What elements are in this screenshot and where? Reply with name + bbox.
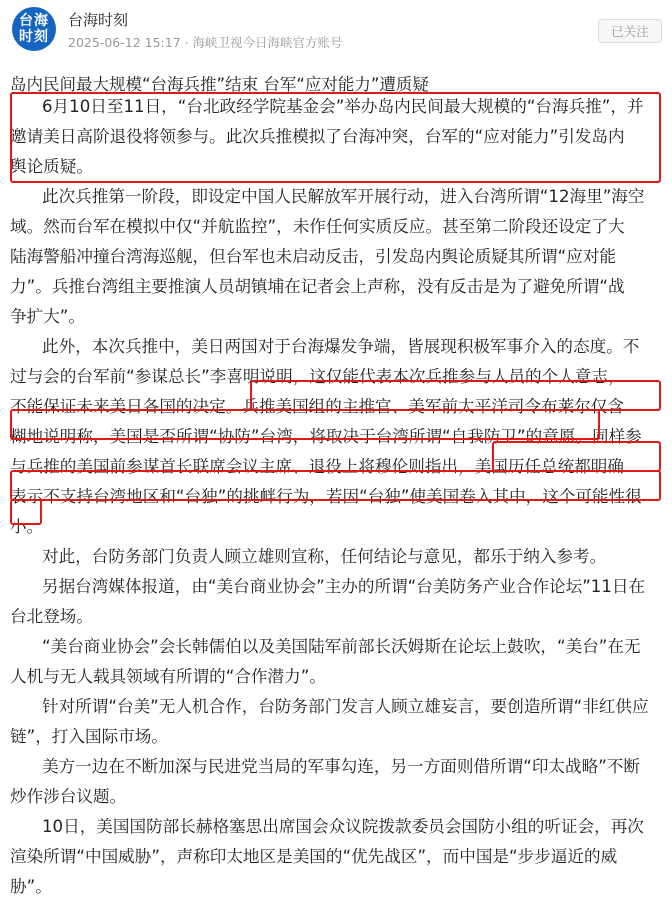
article-line: 胁”。 (10, 877, 52, 896)
article-line: 渲染所谓“中国威胁”，声称印太地区是美国的“优先战区”，而中国是“步步逼近的威 (10, 847, 618, 866)
article-line: 针对所谓“台美”无人机合作，台防务部门发言人顾立雄妄言，要创造所谓“非红供应 (42, 697, 649, 716)
article-line: “美台商业协会”会长韩儒伯以及美国陆军前部长沃姆斯在论坛上鼓吹，“美台”在无 (42, 637, 641, 656)
article-line: 6月10日至11日，“台北政经学院基金会”举办岛内民间最大规模的“台海兵推”，并 (42, 97, 644, 116)
account-name[interactable]: 台海时刻 (68, 11, 129, 29)
article-line: 人机与无人载具领域有所谓的“合作潜力”。 (10, 667, 326, 686)
article-line: 不能保证未来美日各国的决定。兵推美国组的主推官、美军前太平洋司令布莱尔仅含 (10, 397, 624, 416)
article-line: 舆论质疑。 (10, 157, 93, 176)
article-line: 10日，美国国防部长赫格塞思出席国会众议院拨款委员会国防小组的听证会，再次 (42, 817, 644, 836)
article-line: 域。然而台军在模拟中仅“并航监控”，未作任何实质反应。甚至第二阶段还设定了大 (10, 217, 625, 236)
follow-button[interactable]: 已关注 (598, 19, 662, 43)
avatar-text-top: 台海 (19, 13, 49, 29)
avatar-text-bottom: 时刻 (19, 29, 49, 45)
post-meta: 2025-06-12 15:17 · 海峡卫视今日海峡官方账号 (68, 35, 343, 50)
article-line: 此外，本次兵推中，美日两国对于台海爆发争端，皆展现积极军事介入的态度。不 (42, 337, 640, 356)
avatar[interactable] (12, 7, 56, 51)
article-line: 对此，台防务部门负责人顾立雄则宣称，任何结论与意见，都乐于纳入参考。 (42, 547, 607, 566)
article-line: 小。 (10, 517, 44, 536)
article-body (10, 92, 662, 902)
article-line: 与兵推的美国前参谋首长联席会议主席、退役上将穆伦则指出，美国历任总统都明确 (10, 457, 624, 476)
article-line: 糊地说明称，美国是否所谓“协防”台湾，将取决于台湾所谓“自我防卫”的意愿。同样参 (10, 427, 642, 446)
article-line: 此次兵推第一阶段，即设定中国人民解放军开展行动，进入台湾所谓“12海里”海空 (42, 187, 645, 206)
post-header (0, 0, 672, 62)
article-line: 争扩大”。 (10, 307, 85, 326)
article-line: 炒作涉台议题。 (10, 787, 127, 806)
article-line: 陆海警船冲撞台湾海巡舰，但台军也未启动反击，引发岛内舆论质疑其所谓“应对能 (10, 247, 616, 266)
article-line: 美方一边在不断加深与民进党当局的军事勾连，另一方面则借所谓“印太战略”不断 (42, 757, 640, 776)
article-line: 另据台湾媒体报道，由“美台商业协会”主办的所谓“台美防务产业合作论坛”11日在 (42, 577, 646, 596)
article-line: 台北登场。 (10, 607, 93, 626)
article-line: 表示不支持台湾地区和“台独”的挑衅行为，若因“台独”使美国卷入其中，这个可能性很 (10, 487, 642, 506)
article-title: 岛内民间最大规模“台海兵推”结束 台军“应对能力”遭质疑 (10, 75, 429, 94)
article-line: 过与会的台军前“参谋总长”李喜明说明，这仅能代表本次兵推参与人员的个人意志， (10, 367, 625, 386)
article-line: 力”。兵推台湾组主要推演人员胡镇埔在记者会上声称，没有反击是为了避免所谓“战 (10, 277, 625, 296)
article-line: 邀请美日高阶退役将领参与。此次兵推模拟了台海冲突，台军的“应对能力”引发岛内 (10, 127, 625, 146)
article-line: 链”，打入国际市场。 (10, 727, 168, 746)
